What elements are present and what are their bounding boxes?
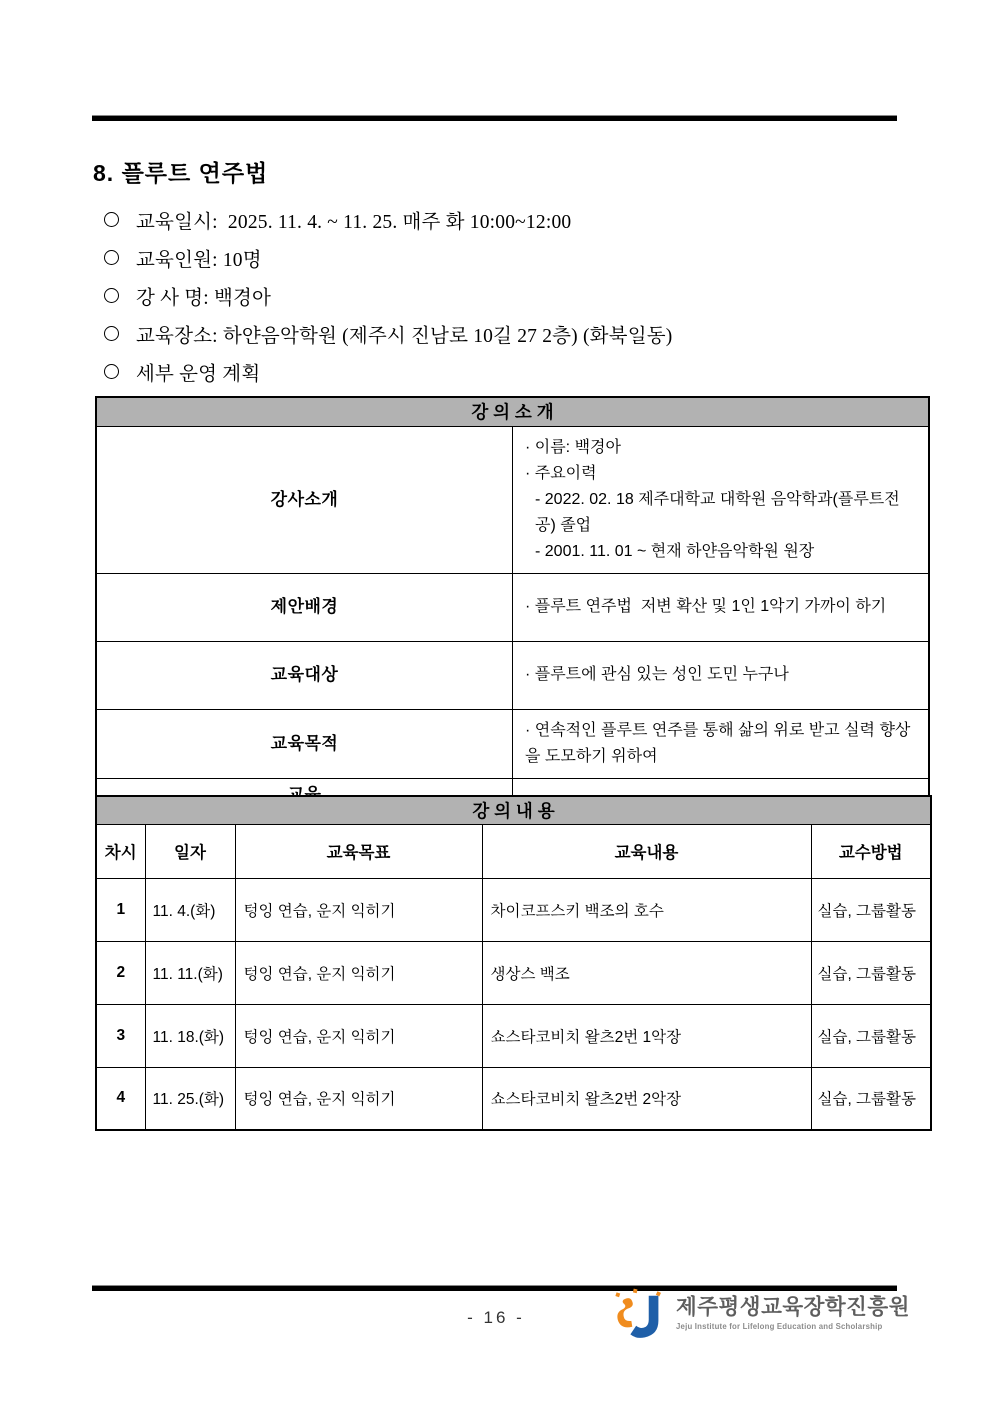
column-header-method: 교수방법 (811, 824, 931, 878)
bullet-circle-icon (104, 364, 119, 379)
content-line: - 2022. 02. 18 제주대학교 대학원 음악학과(플루트전공) 졸업 (535, 490, 900, 534)
cell-content: 쇼스타코비치 왈츠2번 1악장 (482, 1004, 811, 1067)
table-row-purpose (96, 709, 929, 778)
cell-method: 실습, 그룹활동 (811, 878, 931, 941)
table-row (96, 1067, 931, 1130)
cell-method: 실습, 그룹활동 (811, 941, 931, 1004)
course-intro-table (95, 396, 930, 838)
footer-logo (612, 1288, 910, 1348)
table-row-background (96, 573, 929, 641)
top-rule (92, 115, 897, 121)
cell-date: 11. 25.(화) (145, 1067, 235, 1130)
bullet-circle-icon (104, 212, 119, 227)
content-line: · 플루트 연주법 저변 확산 및 1인 1악기 가까이 하기 (525, 598, 887, 615)
content-line: · 연속적인 플루트 연주를 통해 삶의 위로 받고 실력 향상을 도모하기 위하여 (525, 721, 911, 765)
jeju-logo-icon (612, 1288, 670, 1348)
cell-session: 3 (96, 1004, 145, 1067)
row-label: 교육대상 (96, 641, 513, 709)
table-row-instructor (96, 426, 929, 573)
cell-method: 실습, 그룹활동 (811, 1067, 931, 1130)
column-header-goal: 교육목표 (235, 824, 482, 878)
column-header-row (96, 824, 931, 878)
bullet-text: 강 사 명: 백경아 (136, 287, 272, 309)
cell-date: 11. 18.(화) (145, 1004, 235, 1067)
table-section-header-row (96, 397, 929, 426)
column-header-content: 교육내용 (482, 824, 811, 878)
table-section-header-row (96, 796, 931, 824)
logo-subtitle: Jeju Institute for Lifelong Education and Scholarship (676, 1322, 883, 1331)
content-line: - 2001. 11. 01 ~ 현재 하얀음악학원 원장 (535, 542, 815, 560)
content-line: · 주요이력 (525, 464, 597, 482)
cell-content: 쇼스타코비치 왈츠2번 2악장 (482, 1067, 811, 1130)
bullet-item (104, 321, 672, 346)
bullet-list (104, 207, 672, 397)
cell-goal: 텅잉 연습, 운지 익히기 (235, 1067, 482, 1130)
cell-date: 11. 11.(화) (145, 941, 235, 1004)
logo-name: 제주평생교육장학진흥원 (676, 1295, 910, 1319)
cell-session: 2 (96, 941, 145, 1004)
bullet-text: 교육장소: 하얀음악학원 (제주시 진남로 10길 27 2층) (화북일동) (136, 325, 673, 347)
table-row-target (96, 641, 929, 709)
cell-date: 11. 4.(화) (145, 878, 235, 941)
cell-method: 실습, 그룹활동 (811, 1004, 931, 1067)
page-number: - 16 - (467, 1308, 525, 1327)
page-title: 8. 플루트 연주법 (93, 160, 269, 186)
row-label: 교육목적 (96, 709, 513, 778)
column-header-date: 일자 (145, 824, 235, 878)
content-line: · 플루트에 관심 있는 성인 도민 누구나 (525, 666, 789, 683)
row-content (513, 426, 930, 573)
bullet-item (104, 283, 672, 308)
logo-text-block (676, 1288, 910, 1331)
row-label: 제안배경 (96, 573, 513, 641)
course-schedule-table (95, 795, 932, 1131)
bullet-item (104, 207, 672, 232)
cell-goal: 텅잉 연습, 운지 익히기 (235, 1004, 482, 1067)
cell-goal: 텅잉 연습, 운지 익히기 (235, 878, 482, 941)
bullet-circle-icon (104, 288, 119, 303)
table-row (96, 1004, 931, 1067)
content-line: · 이름: 백경아 (525, 438, 621, 456)
row-label: 강사소개 (96, 426, 513, 573)
bullet-text: 교육인원: 10명 (136, 249, 262, 271)
row-content (513, 709, 930, 778)
cell-content: 생상스 백조 (482, 941, 811, 1004)
bullet-circle-icon (104, 250, 119, 265)
row-content (513, 573, 930, 641)
bullet-circle-icon (104, 326, 119, 341)
bullet-text: 세부 운영 계획 (136, 363, 261, 385)
row-content (513, 641, 930, 709)
table-row (96, 941, 931, 1004)
section-title-intro: 강 의 소 개 (96, 397, 929, 426)
cell-session: 1 (96, 878, 145, 941)
cell-goal: 텅잉 연습, 운지 익히기 (235, 941, 482, 1004)
bullet-text: 교육일시: 2025. 11. 4. ~ 11. 25. 매주 화 10:00~12:00 (136, 211, 572, 233)
cell-content: 차이코프스키 백조의 호수 (482, 878, 811, 941)
column-header-session: 차시 (96, 824, 145, 878)
cell-session: 4 (96, 1067, 145, 1130)
bullet-item (104, 245, 672, 270)
bullet-item (104, 359, 672, 384)
table-row (96, 878, 931, 941)
section-title-content: 강 의 내 용 (96, 796, 931, 824)
